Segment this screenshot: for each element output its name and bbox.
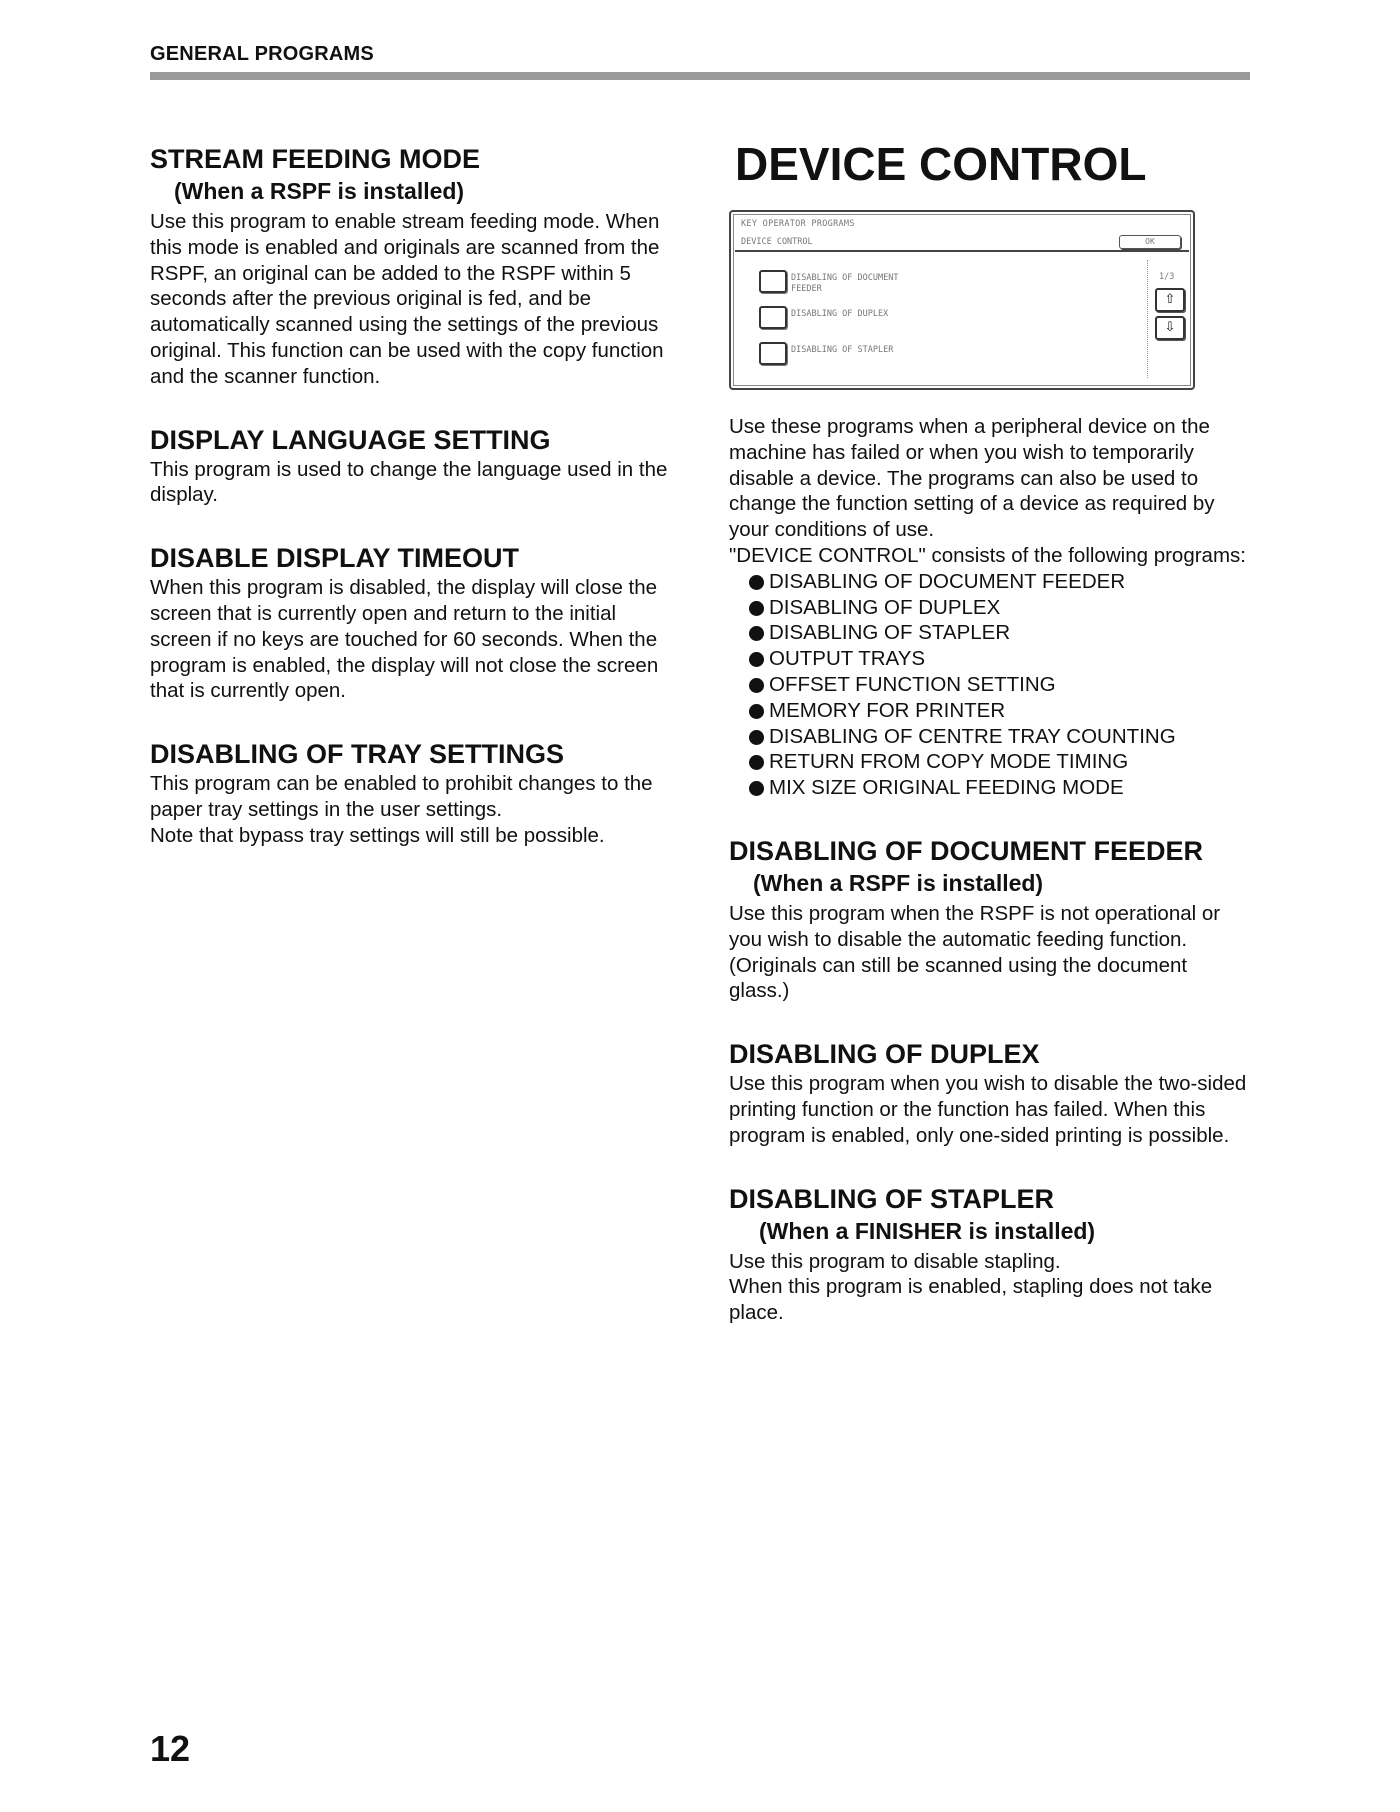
bullet-icon <box>749 601 764 616</box>
section-display-language-setting <box>150 424 670 509</box>
list-item: MIX SIZE ORIGINAL FEEDING MODE <box>729 775 1249 801</box>
section-title: STREAM FEEDING MODE <box>150 144 481 174</box>
section-title: DISABLING OF TRAY SETTINGS <box>150 739 565 770</box>
ok-button[interactable]: OK <box>1119 235 1181 249</box>
section-body: This program is used to change the language used in the display. <box>150 457 668 507</box>
list-item: DISABLING OF CENTRE TRAY COUNTING <box>729 724 1249 750</box>
section-title: DISPLAY LANGUAGE SETTING <box>150 424 551 455</box>
consists-text: "DEVICE CONTROL" consists of the following programs: <box>729 543 1246 567</box>
bullet-icon <box>749 704 764 719</box>
scroll-down-icon[interactable]: ⇩ <box>1155 316 1185 340</box>
section-body: Use this program when you wish to disable the two-sided printing function or the function has failed. When this program is enabled, only one-sided printing is possible. <box>729 1072 1247 1147</box>
program-list <box>729 569 1249 801</box>
section-subtitle: (When a RSPF is installed) <box>174 178 465 204</box>
list-item: RETURN FROM COPY MODE TIMING <box>729 749 1249 775</box>
right-column <box>729 138 1249 1360</box>
checkbox[interactable] <box>759 342 787 365</box>
touch-panel-screen <box>729 210 1195 390</box>
panel-item-label: DISABLING OF STAPLER <box>791 345 894 355</box>
section-body: This program can be enabled to prohibit changes to the paper tray settings in the user settings. <box>150 772 653 821</box>
section-note: When this program is enabled, stapling does not take place. <box>729 1275 1213 1325</box>
checkbox[interactable] <box>759 306 787 329</box>
list-item: DISABLING OF DUPLEX <box>729 595 1249 621</box>
running-head: GENERAL PROGRAMS <box>150 43 374 65</box>
section-disabling-of-duplex <box>729 1038 1249 1148</box>
section-disabling-of-stapler <box>729 1183 1249 1326</box>
panel-title: DEVICE CONTROL <box>741 237 813 247</box>
section-disabling-of-tray-settings <box>150 738 670 848</box>
panel-divider <box>1147 260 1148 378</box>
panel-item-label: DISABLING OF DOCUMENT FEEDER <box>791 273 899 294</box>
section-note: Note that bypass tray settings will still be possible. <box>150 823 605 847</box>
bullet-icon <box>749 652 764 667</box>
checkbox[interactable] <box>759 270 787 293</box>
page-title: DEVICE CONTROL <box>735 138 1147 190</box>
intro-text: Use these programs when a peripheral device on the machine has failed or when you wish to temporarily disable a device. The programs can also be used to change the function setting of a device as required by your conditions of use. <box>729 415 1215 542</box>
panel-item-label: DISABLING OF DUPLEX <box>791 309 889 319</box>
bullet-icon <box>749 755 764 770</box>
list-item: DISABLING OF DOCUMENT FEEDER <box>729 569 1249 595</box>
section-body: Use this program to enable stream feeding mode. When this mode is enabled and originals are scanned from the RSPF, an original can be added to the RSPF within 5 seconds after the previous original is fed, and be automatically scanned using the settings of the previous original. This function can be used with the copy function and the scanner function. <box>150 210 664 388</box>
bullet-icon <box>749 730 764 745</box>
section-title: DISABLING OF DUPLEX <box>729 1039 1040 1070</box>
bullet-icon <box>749 781 764 796</box>
panel-title-bar <box>735 234 1189 252</box>
bullet-icon <box>749 626 764 641</box>
section-stream-feeding-mode <box>150 143 670 390</box>
page-number: 12 <box>150 1728 191 1769</box>
section-subtitle: (When a FINISHER is installed) <box>759 1217 1096 1244</box>
panel-header: KEY OPERATOR PROGRAMS <box>741 219 855 229</box>
section-title: DISABLING OF DOCUMENT FEEDER <box>729 835 1204 866</box>
list-item: OUTPUT TRAYS <box>729 646 1249 672</box>
scroll-up-icon[interactable]: ⇧ <box>1155 288 1185 312</box>
section-disabling-of-document-feeder <box>729 835 1249 1004</box>
page-indicator: 1/3 <box>1159 272 1175 282</box>
section-body: Use this program when the RSPF is not operational or you wish to disable the automatic feeding function. (Originals can still be scanned using the document glass.) <box>729 901 1221 1003</box>
list-item: DISABLING OF STAPLER <box>729 620 1249 646</box>
list-item: OFFSET FUNCTION SETTING <box>729 672 1249 698</box>
list-item: MEMORY FOR PRINTER <box>729 698 1249 724</box>
section-body: Use this program to disable stapling. <box>729 1249 1061 1273</box>
header-rule <box>150 72 1250 80</box>
section-title: DISABLE DISPLAY TIMEOUT <box>150 543 520 574</box>
left-column <box>150 143 670 883</box>
section-disable-display-timeout <box>150 542 670 704</box>
section-subtitle: (When a RSPF is installed) <box>753 869 1044 896</box>
section-body: When this program is disabled, the display will close the screen that is currently open and return to the initial screen if no keys are touched for 60 seconds. When the program is enabled, the display will not close the screen that is currently open. <box>150 576 659 703</box>
section-title: DISABLING OF STAPLER <box>729 1183 1055 1214</box>
bullet-icon <box>749 678 764 693</box>
bullet-icon <box>749 575 764 590</box>
